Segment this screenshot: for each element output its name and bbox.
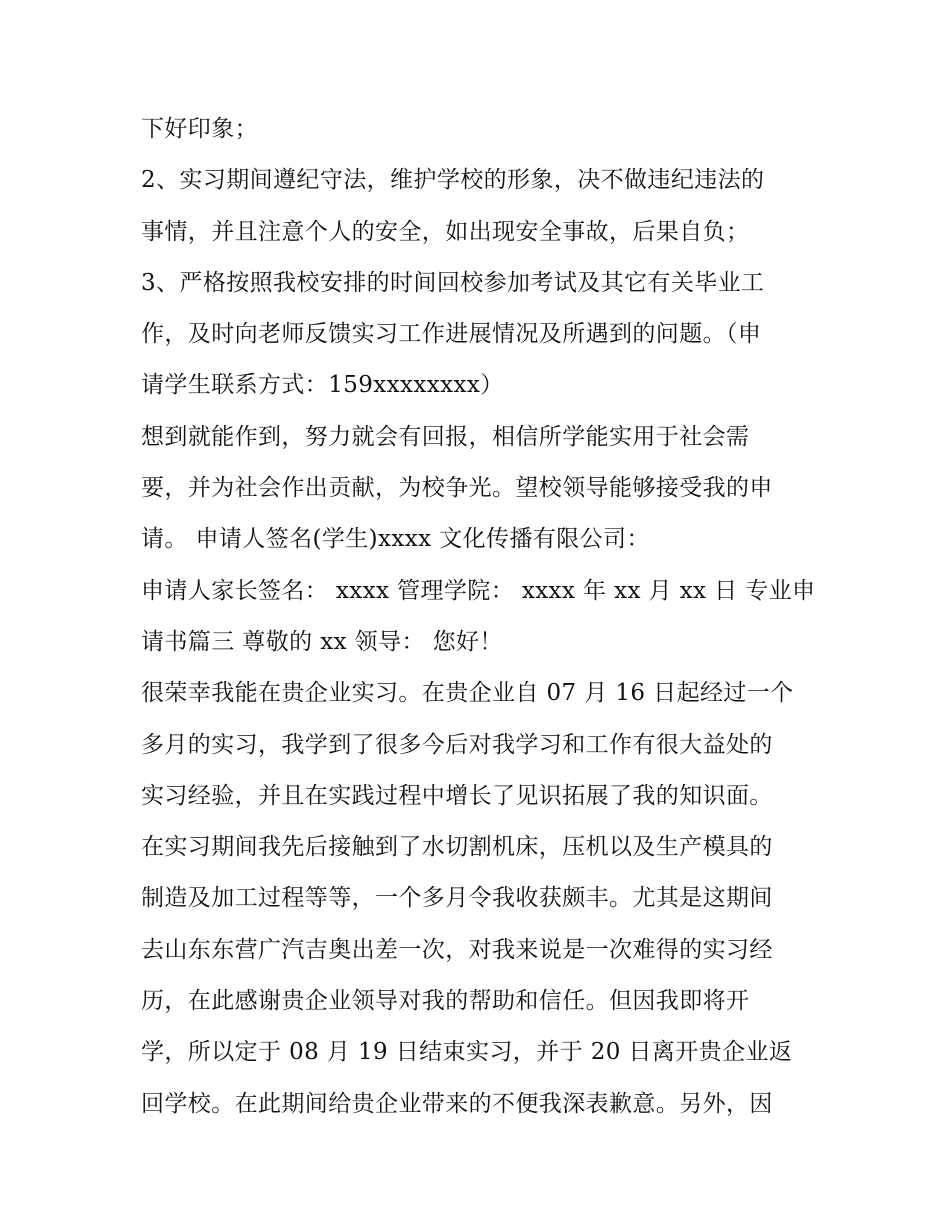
text-line: 多月的实习，我学到了很多今后对我学习和工作有很大益处的 <box>141 731 773 758</box>
text-line: 想到就能作到，努力就会有回报，相信所学能实用于社会需 <box>141 423 750 450</box>
text-line: 很荣幸我能在贵企业实习。在贵企业自 07 月 16 日起经过一个 <box>141 680 794 707</box>
text-line: 在实习期间我先后接触到了水切割机床，压机以及生产模具的 <box>141 834 773 861</box>
text-line: 去山东东营广汽吉奥出差一次，对我来说是一次难得的实习经 <box>141 936 773 963</box>
text-line: 回学校。在此期间给贵企业带来的不便我深表歉意。另外，因 <box>141 1090 773 1117</box>
text-line: 2、实习期间遵纪守法，维护学校的形象，决不做违纪违法的 <box>141 167 765 194</box>
text-line: 制造及加工过程等等，一个多月令我收获颇丰。尤其是这期间 <box>141 885 773 912</box>
text-line: 请书篇三 尊敬的 xx 领导： 您好！ <box>141 628 503 655</box>
text-line: 请学生联系方式：159xxxxxxxx） <box>141 372 504 399</box>
text-line: 下好印象； <box>141 116 258 142</box>
text-line: 请。 申请人签名(学生)xxxx 文化传播有限公司： <box>141 526 650 553</box>
text-line: 3、严格按照我校安排的时间回校参加考试及其它有关毕业工 <box>141 269 765 296</box>
text-line: 要，并为社会作出贡献，为校争光。望校领导能够接受我的申 <box>141 475 773 502</box>
text-line: 事情，并且注意个人的安全，如出现安全事故，后果自负； <box>141 218 750 245</box>
text-line: 历，在此感谢贵企业领导对我的帮助和信任。但因我即将开 <box>141 988 750 1015</box>
text-line: 作，及时向老师反馈实习工作进展情况及所遇到的问题。（申 <box>141 321 762 348</box>
text-line: 申请人家长签名： xxxx 管理学院： xxxx 年 xx 月 xx 日 专业申 <box>141 577 816 604</box>
text-line: 实习经验，并且在实践过程中增长了见识拓展了我的知识面。 <box>141 782 773 809</box>
text-line: 学，所以定于 08 月 19 日结束实习，并于 20 日离开贵企业返 <box>141 1039 793 1066</box>
document-body <box>141 104 821 1130</box>
